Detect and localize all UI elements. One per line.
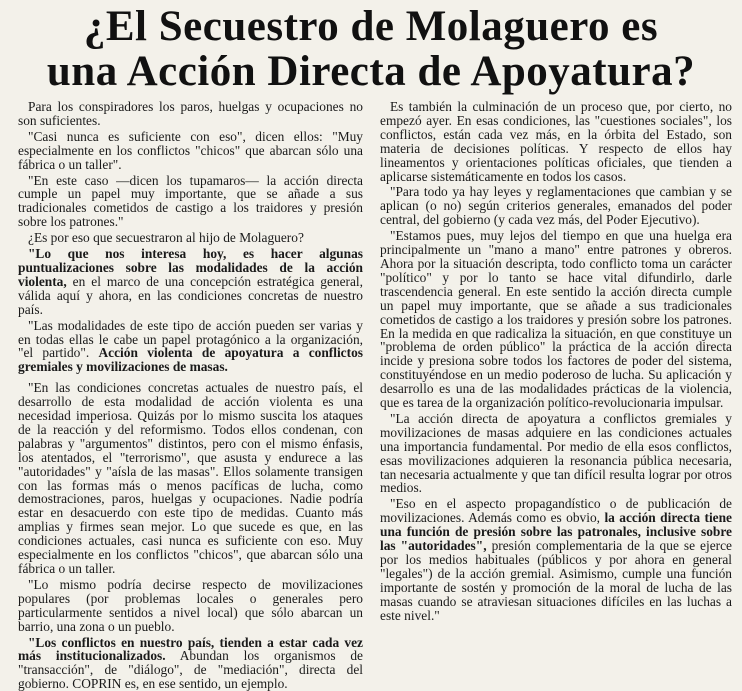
left-column xyxy=(18,99,363,691)
bold-text: Acción violenta de apoyatura a conflictos gremiales y movilizaciones de masas. xyxy=(18,345,363,375)
paragraph xyxy=(380,497,732,622)
paragraph-text: presión complementaria de la que se ejerce por los medios habituales (públicos y por ahora en general "legales") de la acción gremial. Asimismo, cumple una función importante de sostén y promoción de la moral de lucha de las masas cuando se atraviesan situaciones difíciles en las luchas a este nivel." xyxy=(380,538,732,623)
paragraph: "Lo mismo podría decirse respecto de movilizaciones populares (por problemas locales o generales pero particularmente sentidos a nivel local) que sólo abarcan un barrio, una zona o un pueblo. xyxy=(18,576,363,634)
right-column xyxy=(380,100,732,628)
bold-text: "Los conflictos en nuestro país, tienden a estar cada vez más institucionalizados. xyxy=(18,634,363,664)
paragraph: "Para todo ya hay leyes y reglamentaciones que cambian y se aplican (o no) según criterios generales, emanados del poder central, del gobierno (y cada vez más, del Poder Ejecutivo). xyxy=(380,184,732,228)
paragraph: Para los conspiradores los paros, huelgas y ocupaciones no son suficientes. xyxy=(18,99,363,128)
paragraph: "En este caso —dicen los tupamaros— la acción directa cumple un papel muy importante, que se añade a sus tradicionales cometidos de castigo a los traidores y presión sobre los patrones." xyxy=(18,172,363,230)
headline-line-1: ¿El Secuestro de Molaguero es xyxy=(83,3,659,50)
paragraph: "Casi nunca es suficiente con eso", dicen ellos: "Muy especialmente en los conflictos "chicos" que abarcan sólo una fábrica o un taller". xyxy=(18,128,363,172)
paragraph: "La acción directa de apoyatura a conflictos gremiales y movilizaciones de masas adquiere en las condiciones actuales una importancia fundamental. Por medio de ella esos conflictos, esas movilizaciones adquieren la resonancia pública necesaria, tan necesaria actualmente y que tan difícil resulta lograr por otros medios. xyxy=(380,410,732,496)
paragraph xyxy=(18,636,363,691)
paragraph: ¿Es por eso que secuestraron al hijo de Molaguero? xyxy=(28,230,304,246)
paragraph: "En las condiciones concretas actuales de nuestro país, el desarrollo de esta modalidad de acción violenta es una necesidad imperiosa. Quizás por lo mismo suscita los ataques de la reacción y del reformismo. Todos ellos condenan, con palabras y "argumentos" distintos, pero con el mismo énfasis, los atentados, el "terrorismo", que asusta y endurece a las "autoridades" y "aísla de las masas". Ellos solamente transigen con las formas más o menos pacíficas de lucha, como demostraciones, paros, huelgas y ocupaciones. Nadie podría estar en desacuerdo con este tipo de medidas. Cuanto más amplias y firmes sean mejor. Lo que sucede es que, en las condiciones actuales, casi nunca es suficiente con eso. Muy especialmente en los conflictos "chicos", que abarcan sólo una fábrica o un taller. xyxy=(18,380,363,576)
paragraph xyxy=(18,247,363,317)
paragraph: Es también la culminación de un proceso que, por cierto, no empezó ayer. En esas condiciones, las "cuestiones sociales", los conflictos, están cada vez más, en la órbita del Estado, son materia de decisiones políticas. Y respecto de ellos hay lineamentos y orientaciones políticas oficiales, que tienden a aplicarse sistemáticamente en todos los casos. xyxy=(380,99,732,184)
paragraph-text: Abundan los organismos de "transacción", de "diálogo", de "mediación", directa del gobierno. COPRIN es, en ese sentido, un ejemplo. xyxy=(18,648,363,691)
paragraph-text: "Las modalidades de este tipo de acción pueden ser varias y en todas ellas le cabe un papel protagónico a la organización, "el partido". xyxy=(18,317,363,361)
paragraph-text: "Eso en el aspecto propagandístico o de publicación de movilizaciones. Además como es obvio, xyxy=(380,496,732,526)
bold-text: la acción directa tiene una función de presión sobre las patronales, inclusive sobre las "autoridades", xyxy=(380,510,732,554)
paragraph-text: en el marco de una concepción estratégica general, válida aquí y ahora, en las condiciones concretas de nuestro país. xyxy=(18,273,363,317)
paragraph: "Estamos pues, muy lejos del tiempo en que una huelga era principalmente un "mano a mano" entre patrones y obreros. Ahora por la situación descripta, todo conflicto toma un carácter "político" y por lo tanto se hace vital difundirlo, darle trascendencia general. En este sentido la acción directa cumple un papel muy importante, que se añade a sus tradicionales cometidos de castigo a los traidores y presión sobre los patrones. En la medida en que radicaliza la situación, en que constituye un "problema de orden público" la práctica de la acción directa incide y presiona sobre todos los factores de poder del sistema, constituyéndose en un medio poderoso de lucha. Su aplicación y desarrollo es una de las modalidades prácticas de la violencia, que es tarea de la organización político-revolucionaria impulsar. xyxy=(380,228,732,411)
headline xyxy=(0,0,742,98)
bold-text: "Lo que nos interesa hoy, es hacer algunas puntualizaciones sobre las modalidades de la acción violenta, xyxy=(18,246,363,289)
headline-line-2: una Acción Directa de Apoyatura? xyxy=(46,48,696,95)
paragraph xyxy=(18,319,363,375)
